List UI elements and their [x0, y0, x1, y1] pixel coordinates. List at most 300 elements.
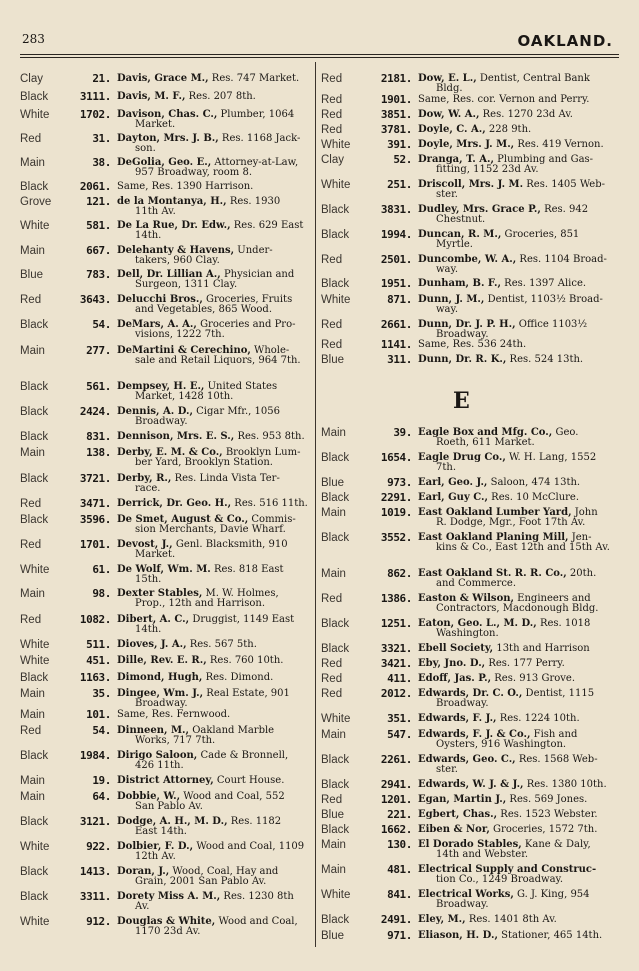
entry-continuation: sale and Retail Liquors, 964 7th. — [135, 354, 301, 366]
entry-continuation: takers, 960 Clay. — [135, 254, 220, 266]
phone-number: 277. — [86, 344, 111, 357]
entry-name: Derby, E. M. & Co., — [117, 447, 223, 458]
exchange-name: Main — [20, 345, 45, 357]
exchange-name: Red — [321, 124, 343, 136]
exchange-name: Red — [20, 539, 42, 551]
entry-detail: Attorney-at-Law, — [211, 157, 299, 168]
exchange-name: Red — [321, 319, 343, 331]
phone-number: 912. — [86, 915, 111, 928]
entry-continuation: 957 Broadway, room 8. — [135, 166, 253, 178]
entry-name: Eiben & Nor, — [418, 824, 490, 835]
entry-continuation: Broadway. — [436, 328, 489, 340]
phone-number: 3321. — [380, 642, 412, 655]
entry-text — [117, 792, 310, 811]
entry-text — [418, 730, 617, 749]
entry-continuation: sion Merchants, Davie Wharf. — [135, 523, 286, 535]
entry-continuation: Contractors, Macdonough Bldg. — [436, 602, 599, 614]
entry-detail: Res. Linda Vista Ter- — [171, 473, 280, 484]
phone-number: 1951. — [380, 277, 412, 290]
exchange-name: Red — [321, 658, 343, 670]
entry-name: Edwards, Geo. C., — [418, 754, 516, 765]
entry-text — [117, 407, 310, 426]
phone-number: 2661. — [380, 318, 412, 331]
entry-text — [418, 140, 617, 150]
phone-number: 922. — [86, 840, 111, 853]
exchange-name: Main — [321, 568, 346, 580]
entry-name: De Wolf, Wm. M. — [117, 564, 211, 575]
exchange-name: Black — [20, 866, 49, 878]
entry-continuation: 7th. — [436, 461, 456, 473]
entry-continuation: 15th. — [135, 573, 162, 585]
exchange-name: Red — [20, 133, 42, 145]
exchange-name: White — [321, 294, 351, 306]
entry-detail: Res. 1397 Alice. — [500, 278, 587, 289]
entry-name: Dunn, J. M., — [418, 294, 485, 305]
entry-text — [117, 270, 310, 289]
entry-detail: Res. 207 8th. — [185, 91, 256, 102]
phone-number: 1163. — [79, 671, 111, 684]
phone-number: 871. — [387, 293, 412, 306]
exchange-name: Red — [321, 593, 343, 605]
entry-name: Dille, Rev. E. R., — [117, 655, 207, 666]
phone-number: 2424. — [79, 405, 111, 418]
phone-number: 547. — [387, 728, 412, 741]
entry-text — [117, 382, 310, 401]
entry-name: Eaton, Geo. L., M. D., — [418, 618, 537, 629]
phone-number: 481. — [387, 863, 412, 876]
entry-text — [117, 565, 310, 584]
entry-text — [117, 673, 310, 683]
entry-detail: Jen- — [568, 532, 592, 543]
entry-name: Dudley, Mrs. Grace P., — [418, 204, 541, 215]
exchange-name: White — [20, 109, 50, 121]
entry-name: DeMartini & Cerechino, — [117, 345, 251, 356]
phone-number: 221. — [387, 808, 412, 821]
entry-name: Dow, E. L., — [418, 73, 477, 84]
phone-number: 3596. — [79, 513, 111, 526]
entry-text — [117, 474, 310, 493]
exchange-name: Black — [321, 914, 350, 926]
entry-text — [117, 710, 310, 720]
entry-name: Duncan, R. M., — [418, 229, 502, 240]
entry-detail: Res. 1224 10th. — [496, 713, 580, 724]
exchange-name: Black — [20, 319, 49, 331]
header-rule-second — [20, 57, 619, 58]
exchange-name: Main — [20, 791, 45, 803]
exchange-name: White — [321, 179, 351, 191]
entry-text — [418, 110, 617, 120]
phone-number: 561. — [86, 380, 111, 393]
entry-text — [418, 619, 617, 638]
entry-detail: Res. 747 Market. — [208, 73, 300, 84]
entry-continuation: 14th. — [135, 229, 162, 241]
entry-detail: Real Estate, 901 — [203, 688, 290, 699]
entry-name: Earl, Geo. J., — [418, 477, 488, 488]
exchange-name: Black — [321, 229, 350, 241]
entry-detail: Whole- — [250, 345, 290, 356]
phone-number: 38. — [92, 156, 111, 169]
entry-detail: Res. 1104 Broad- — [516, 254, 607, 265]
entry-name: Electrical Works, — [418, 889, 514, 900]
entry-name: Douglas & White, — [117, 916, 216, 927]
phone-number: 2261. — [380, 753, 412, 766]
entry-name: Doran, J., — [117, 866, 170, 877]
entry-text — [418, 493, 617, 503]
phone-number: 251. — [387, 178, 412, 191]
phone-number: 1082. — [79, 613, 111, 626]
phone-number: 841. — [387, 888, 412, 901]
entry-continuation: East 14th. — [135, 825, 187, 837]
entry-text — [117, 320, 310, 339]
entry-name: East Oakland Planing Mill, — [418, 532, 569, 543]
entry-text — [117, 448, 310, 467]
exchange-name: Black — [321, 452, 350, 464]
entry-name: Derrick, Dr. Geo. H., — [117, 498, 232, 509]
entry-text — [418, 825, 617, 835]
exchange-name: Clay — [321, 154, 345, 166]
phone-number: 511. — [86, 638, 111, 651]
entry-detail: Physician and — [220, 269, 295, 280]
entry-continuation: Broadway. — [436, 898, 489, 910]
exchange-name: Red — [321, 254, 343, 266]
entry-text — [418, 780, 617, 790]
exchange-name: Red — [321, 339, 343, 351]
phone-number: 351. — [387, 712, 412, 725]
entry-name: Dobbie, W., — [117, 791, 181, 802]
entry-continuation: Myrtle. — [436, 238, 473, 250]
entry-detail: Res. 1523 Webster. — [497, 809, 598, 820]
entry-name: Ebell Society, — [418, 643, 494, 654]
phone-number: 2491. — [380, 913, 412, 926]
phone-number: 973. — [387, 476, 412, 489]
entry-detail: Res. 419 Vernon. — [514, 139, 604, 150]
entry-text — [418, 180, 617, 199]
phone-number: 2181. — [380, 72, 412, 85]
exchange-name: Black — [321, 779, 350, 791]
entry-continuation: ster. — [436, 188, 458, 200]
entry-name: Dirigo Saloon, — [117, 750, 198, 761]
phone-number: 1662. — [380, 823, 412, 836]
entry-name: Eby, Jno. D., — [418, 658, 486, 669]
entry-text — [117, 134, 310, 153]
entry-name: Edwards, F. J. & Co., — [418, 729, 531, 740]
entry-detail: Geo. — [552, 427, 579, 438]
exchange-name: Main — [20, 709, 45, 721]
exchange-name: Blue — [321, 354, 345, 366]
phone-number: 1141. — [380, 338, 412, 351]
entry-text — [418, 155, 617, 174]
exchange-name: Black — [20, 91, 49, 103]
entry-continuation: son. — [135, 142, 156, 154]
phone-number: 138. — [86, 446, 111, 459]
phone-number: 3781. — [380, 123, 412, 136]
entry-text — [117, 726, 310, 745]
entry-text — [117, 656, 310, 666]
exchange-name: White — [20, 220, 50, 232]
exchange-name: Main — [321, 864, 346, 876]
phone-number: 1702. — [79, 108, 111, 121]
exchange-name: Main — [20, 688, 45, 700]
entry-detail: Druggist, 1149 East — [189, 614, 295, 625]
exchange-name: White — [20, 841, 50, 853]
entry-continuation: Broadway. — [436, 697, 489, 709]
entry-name: Dennis, A. D., — [117, 406, 193, 417]
entry-text — [117, 182, 310, 192]
phone-number: 3111. — [79, 90, 111, 103]
entry-text — [418, 355, 617, 365]
phone-number: 54. — [92, 724, 111, 737]
entry-name: de la Montanya, H., — [117, 196, 227, 207]
phone-number: 61. — [92, 563, 111, 576]
phone-number: 391. — [387, 138, 412, 151]
phone-number: 54. — [92, 318, 111, 331]
entry-text — [117, 917, 310, 936]
exchange-name: White — [20, 655, 50, 667]
entry-detail: Same, Res. 1390 Harrison. — [117, 181, 254, 192]
entry-name: Dibert, A. C., — [117, 614, 190, 625]
entry-name: Easton & Wilson, — [418, 593, 514, 604]
entry-text — [117, 515, 310, 534]
exchange-name: White — [321, 713, 351, 725]
entry-name: Dunn, Dr. J. P. H., — [418, 319, 516, 330]
phone-number: 35. — [92, 687, 111, 700]
exchange-name: Main — [321, 427, 346, 439]
entry-text — [418, 795, 617, 805]
phone-number: 3721. — [79, 472, 111, 485]
entry-detail: Res. 524 13th. — [506, 354, 584, 365]
entry-detail: Same, Res. Fernwood. — [117, 709, 231, 720]
entry-name: Davis, M. F., — [117, 91, 186, 102]
entry-detail: M. W. Holmes, — [202, 588, 279, 599]
entry-continuation: Market. — [135, 118, 176, 130]
entry-text — [117, 432, 310, 442]
entry-detail: Engineers and — [514, 593, 591, 604]
entry-name: Edoff, Jas. P., — [418, 673, 492, 684]
phone-number: 2012. — [380, 687, 412, 700]
exchange-name: Grove — [20, 196, 52, 208]
exchange-name: Red — [20, 294, 42, 306]
phone-number: 3471. — [79, 497, 111, 510]
entry-name: Dexter Stables, — [117, 588, 203, 599]
entry-detail: Dentist, Central Bank — [476, 73, 590, 84]
entry-text — [117, 892, 310, 911]
exchange-name: White — [20, 916, 50, 928]
entry-name: East Oakland Lumber Yard, — [418, 507, 572, 518]
exchange-name: White — [20, 564, 50, 576]
entry-detail: Groceries, 1572 7th. — [489, 824, 598, 835]
exchange-name: Black — [321, 643, 350, 655]
entry-continuation: Roeth, 611 Market. — [436, 436, 535, 448]
entry-text — [418, 931, 617, 941]
entry-name: De Smet, August & Co., — [117, 514, 249, 525]
exchange-name: Red — [20, 498, 42, 510]
exchange-name: White — [20, 639, 50, 651]
exchange-name: Main — [20, 588, 45, 600]
entry-name: Egbert, Chas., — [418, 809, 498, 820]
entry-text — [418, 320, 617, 339]
entry-detail: Plumbing and Gas- — [493, 154, 594, 165]
entry-continuation: way. — [436, 263, 459, 275]
entry-text — [117, 615, 310, 634]
entry-detail: Res. 760 10th. — [206, 655, 284, 666]
entry-continuation: San Pablo Av. — [135, 800, 203, 812]
entry-name: Dayton, Mrs. J. B., — [117, 133, 219, 144]
entry-continuation: Oysters, 916 Washington. — [436, 738, 567, 750]
exchange-name: Red — [321, 73, 343, 85]
exchange-name: Black — [321, 204, 350, 216]
entry-detail: Res. 1401 8th Av. — [465, 914, 557, 925]
entry-name: Dempsey, H. E., — [117, 381, 205, 392]
entry-text — [117, 776, 310, 786]
entry-detail: Res. 1380 10th. — [523, 779, 607, 790]
phone-number: 1201. — [380, 793, 412, 806]
entry-text — [117, 197, 310, 216]
entry-name: Doyle, C. A., — [418, 124, 486, 135]
entry-detail: Court House. — [213, 775, 285, 786]
entry-text — [418, 279, 617, 289]
entry-detail: Kane & Daly, — [521, 839, 591, 850]
entry-text — [117, 640, 310, 650]
entry-continuation: Chestnut. — [436, 213, 486, 225]
phone-number: 101. — [86, 708, 111, 721]
phone-number: 52. — [393, 153, 412, 166]
entry-detail: W. H. Lang, 1552 — [505, 452, 597, 463]
entry-name: DeMars, A. A., — [117, 319, 197, 330]
entry-continuation: Av. — [135, 900, 150, 912]
phone-number: 581. — [86, 219, 111, 232]
entry-detail: Cade & Bronnell, — [197, 750, 289, 761]
entry-text — [418, 890, 617, 909]
phone-number: 2061. — [79, 180, 111, 193]
entry-continuation: Surgeon, 1311 Clay. — [135, 278, 238, 290]
entry-name: Dell, Dr. Lillian A., — [117, 269, 221, 280]
entry-name: Dolbier, F. D., — [117, 841, 194, 852]
exchange-name: Blue — [321, 809, 345, 821]
entry-text — [418, 714, 617, 724]
entry-continuation: Market. — [135, 548, 176, 560]
exchange-name: Main — [20, 447, 45, 459]
entry-detail: Brooklyn Lum- — [222, 447, 301, 458]
entry-text — [418, 453, 617, 472]
exchange-name: Black — [20, 750, 49, 762]
entry-text — [418, 125, 617, 135]
entry-name: Dunham, B. F., — [418, 278, 501, 289]
entry-text — [117, 499, 310, 509]
entry-continuation: 426 11th. — [135, 759, 184, 771]
entry-text — [117, 110, 310, 129]
entry-detail: Res. 516 11th. — [231, 498, 308, 509]
entry-name: Devost, J., — [117, 539, 173, 550]
entry-detail: Res. 818 East — [210, 564, 284, 575]
exchange-name: Black — [20, 473, 49, 485]
entry-name: Electrical Supply and Construc- — [418, 864, 597, 875]
entry-name: Derby, R., — [117, 473, 172, 484]
entry-continuation: R. Dodge, Mgr., Foot 17th Av. — [436, 516, 586, 528]
entry-detail: Res. 953 8th. — [234, 431, 305, 442]
header-rule — [20, 54, 619, 55]
exchange-name: Main — [20, 157, 45, 169]
phone-number: 98. — [92, 587, 111, 600]
phone-number: 3851. — [380, 108, 412, 121]
phone-number: 667. — [86, 244, 111, 257]
entry-name: DeGolia, Geo. E., — [117, 157, 212, 168]
phone-number: 121. — [86, 195, 111, 208]
entry-detail: Res. 1568 Web- — [515, 754, 598, 765]
entry-continuation: fitting, 1152 23d Av. — [436, 163, 539, 175]
entry-continuation: tion Co., 1249 Broadway. — [436, 873, 564, 885]
phone-number: 21. — [92, 72, 111, 85]
entry-detail: Res. 10 McClure. — [487, 492, 580, 503]
entry-text — [117, 751, 310, 770]
entry-continuation: Broadway. — [135, 697, 188, 709]
phone-number: 1654. — [380, 451, 412, 464]
entry-name: Dunn, Dr. R. K., — [418, 354, 507, 365]
entry-continuation: kins & Co., East 12th and 15th Av. — [436, 541, 610, 553]
entry-text — [117, 295, 310, 314]
entry-text — [418, 865, 617, 884]
entry-detail: Commis- — [248, 514, 296, 525]
exchange-name: Main — [321, 507, 346, 519]
entry-name: Eliason, H. D., — [418, 930, 498, 941]
entry-text — [418, 295, 617, 314]
entry-name: Dranga, T. A., — [418, 154, 494, 165]
entry-text — [117, 867, 310, 886]
entry-name: Dinneen, M., — [117, 725, 190, 736]
entry-detail: Res. 1168 Jack- — [218, 133, 301, 144]
entry-detail: Cigar Mfr., 1056 — [192, 406, 280, 417]
phone-number: 3421. — [380, 657, 412, 670]
exchange-name: Blue — [321, 477, 345, 489]
entry-text — [418, 840, 617, 859]
entry-detail: Res. 177 Perry. — [485, 658, 565, 669]
phone-number: 1386. — [380, 592, 412, 605]
entry-text — [418, 810, 617, 820]
entry-name: Driscoll, Mrs. J. M. — [418, 179, 524, 190]
entry-text — [117, 92, 310, 102]
entry-name: Davison, Chas. C., — [117, 109, 218, 120]
entry-detail: Office 1103½ — [515, 319, 588, 330]
entry-name: Eagle Drug Co., — [418, 452, 506, 463]
entry-text — [418, 255, 617, 274]
phone-number: 1251. — [380, 617, 412, 630]
exchange-name: White — [321, 139, 351, 151]
entry-name: Edwards, F. J., — [418, 713, 497, 724]
entry-name: District Attorney, — [117, 775, 214, 786]
entry-name: Delucchi Bros., — [117, 294, 203, 305]
entry-detail: United States — [204, 381, 278, 392]
entry-name: Duncombe, W. A., — [418, 254, 517, 265]
entry-continuation: Grain, 2001 San Pablo Av. — [135, 875, 267, 887]
entry-text — [418, 644, 617, 654]
entry-detail: John — [571, 507, 598, 518]
exchange-name: Black — [20, 431, 49, 443]
entry-name: Earl, Guy C., — [418, 492, 488, 503]
entry-name: Dennison, Mrs. E. S., — [117, 431, 235, 442]
exchange-name: Black — [321, 492, 350, 504]
entry-text — [117, 589, 310, 608]
entry-text — [418, 478, 617, 488]
phone-number: 971. — [387, 929, 412, 942]
page-number: 283 — [22, 32, 45, 46]
entry-text — [418, 205, 617, 224]
entry-detail: Genl. Blacksmith, 910 — [172, 539, 288, 550]
entry-detail: Wood, Coal, Hay and — [169, 866, 279, 877]
phone-number: 39. — [393, 426, 412, 439]
entry-name: Dimond, Hugh, — [117, 672, 203, 683]
exchange-name: Black — [20, 514, 49, 526]
phone-number: 31. — [92, 132, 111, 145]
phone-number: 3121. — [79, 815, 111, 828]
